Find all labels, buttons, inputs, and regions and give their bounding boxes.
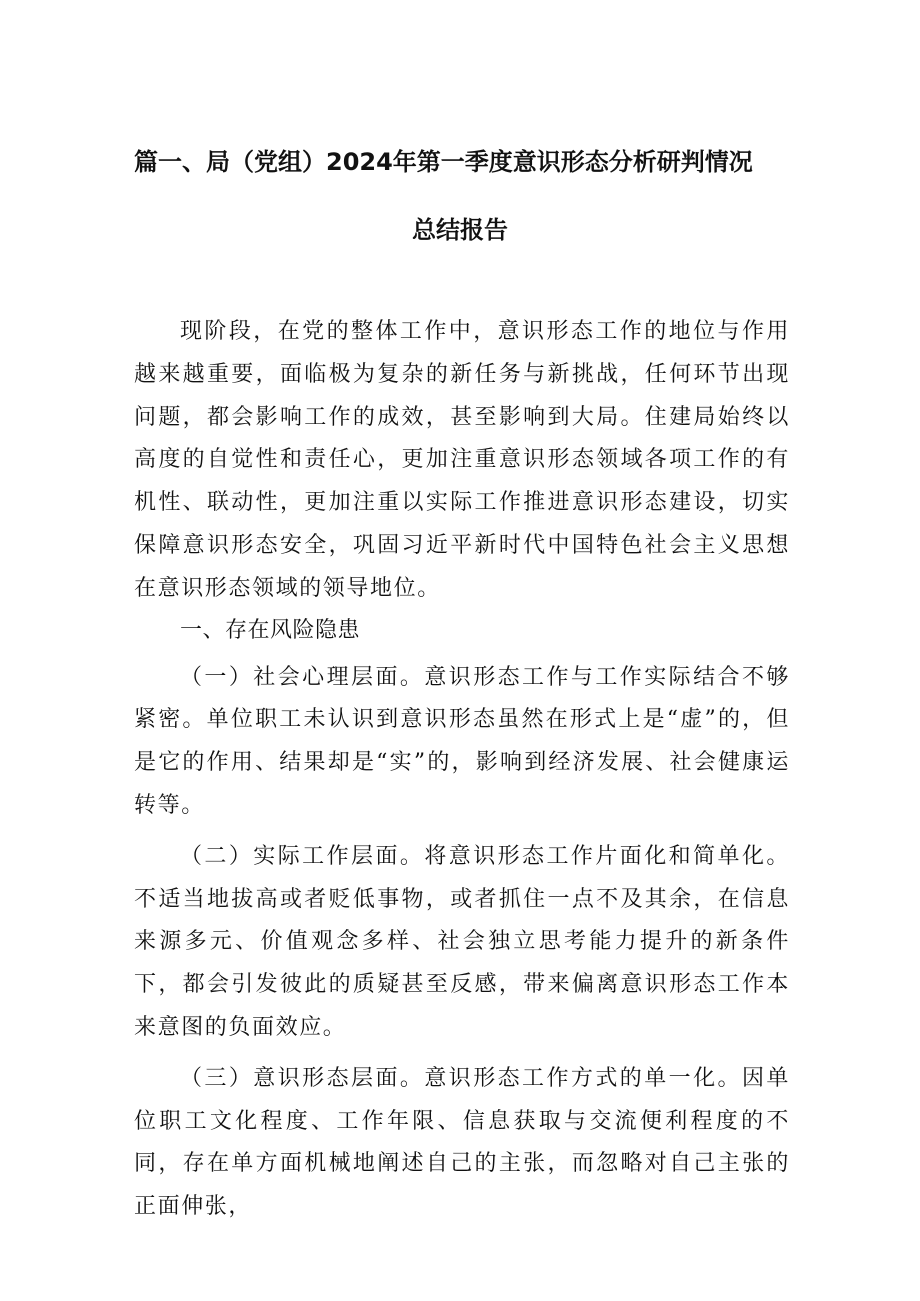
section-heading-risks: 一、存在风险隐患 — [180, 617, 361, 643]
document-body — [134, 311, 790, 1229]
document-title-line-1: 篇一、局（党组）2024年第一季度意识形态分析研判情况 — [134, 148, 753, 176]
document-title-line-2 — [0, 208, 920, 252]
risk-item-practical-work: （二）实际工作层面。将意识形态工作片面化和简单化。不适当地拔高或者贬低事物，或者抓住一点不及其余，在信息来源多元、价值观念多样、社会独立思考能力提升的新条件下，都会引发彼此的质疑甚至反感，带来偏离意识形态工作本来意图的负面效应。 — [134, 843, 790, 1040]
risk-item-ideology: （三）意识形态层面。意识形态工作方式的单一化。因单位职工文化程度、工作年限、信息获取与交流便利程度的不同，存在单方面机械地阐述自己的主张，而忽略对自己主张的正面伸张， — [134, 1065, 790, 1220]
document-title-line-2-text: 总结报告 — [412, 216, 508, 244]
risk-item-social-psychology: （一）社会心理层面。意识形态工作与工作实际结合不够紧密。单位职工未认识到意识形态虽然在形式上是“虚”的，但是它的作用、结果却是“实”的，影响到经济发展、社会健康运转等。 — [134, 664, 790, 818]
intro-paragraph: 现阶段，在党的整体工作中，意识形态工作的地位与作用越来越重要，面临极为复杂的新任务与新挑战，任何环节出现问题，都会影响工作的成效，甚至影响到大局。住建局始终以高度的自觉性和责任心，更加注重意识形态领域各项工作的有机性、联动性，更加注重以实际工作推进意识形态建设，切实保障意识形态安全，巩固习近平新时代中国特色社会主义思想在意识形态领域的领导地位。 — [134, 319, 790, 601]
